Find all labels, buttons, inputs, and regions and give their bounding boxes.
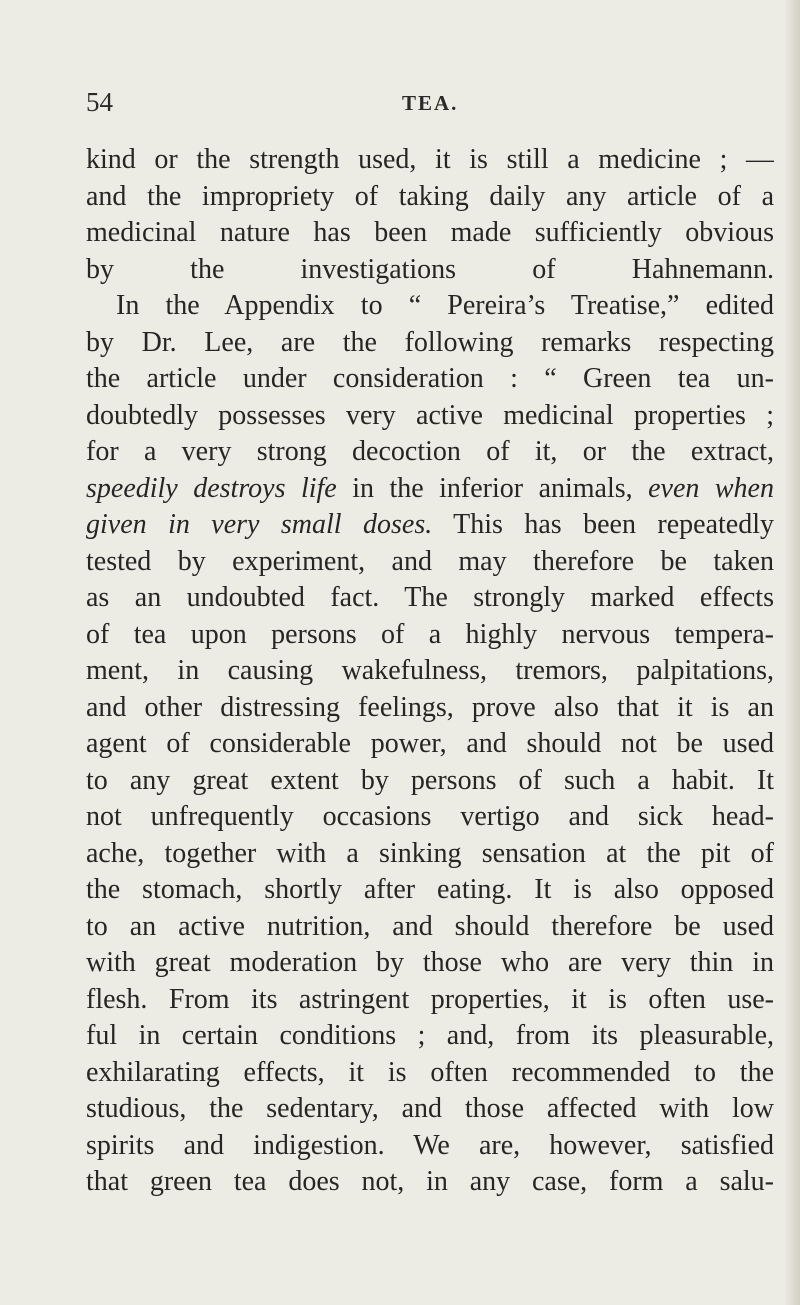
text-segment: In the Appendix to “ Pereira’s Treatise,” edited xyxy=(116,290,774,321)
text-segment: the article under consideration : “ Green tea un- xyxy=(86,363,774,394)
text-segment: and the impropriety of taking daily any article of a xyxy=(86,180,774,212)
text-segment: This has been repeatedly xyxy=(432,509,774,540)
page-edge-shadow xyxy=(784,0,800,1305)
text-segment: ache, together with a sinking sensation at the pit of xyxy=(86,837,774,869)
text-line xyxy=(86,507,774,544)
text-segment: of tea upon persons of a highly nervous tempera- xyxy=(86,618,774,650)
text-segment: studious, the sedentary, and those affected with low xyxy=(86,1093,774,1124)
text-segment: not unfrequently occasions vertigo and sick head- xyxy=(86,801,774,832)
text-segment: medicinal nature has been made sufficiently obvious xyxy=(86,217,774,248)
text-line xyxy=(86,1091,774,1128)
text-segment: exhilarating effects, it is often recommended to the xyxy=(86,1056,774,1088)
text-line xyxy=(86,1164,774,1201)
text-segment: the stomach, shortly after eating. It is also opposed xyxy=(86,874,774,905)
text-line xyxy=(86,836,774,873)
text-segment: kind or the strength used, it is still a medicine ; — xyxy=(86,144,774,175)
text-segment: by Dr. Lee, are the following remarks respecting xyxy=(86,326,774,358)
text-line xyxy=(86,325,774,362)
italic-text: even when xyxy=(648,472,774,504)
text-line xyxy=(86,726,774,763)
italic-text: speedily destroys life xyxy=(86,472,337,504)
text-line xyxy=(86,288,774,325)
text-segment: with great moderation by those who are very thin in xyxy=(86,947,774,978)
text-line xyxy=(86,1055,774,1092)
text-line xyxy=(86,471,774,508)
text-line xyxy=(86,179,774,216)
text-segment: flesh. From its astringent properties, it is often use- xyxy=(86,983,774,1015)
text-segment: tested by experiment, and may therefore be taken xyxy=(86,545,774,577)
text-segment: that green tea does not, in any case, form a salu- xyxy=(86,1166,774,1197)
text-segment: by the investigations of Hahnemann. xyxy=(86,253,774,285)
text-segment: agent of considerable power, and should not be used xyxy=(86,728,774,759)
text-line xyxy=(86,763,774,800)
running-head xyxy=(0,86,800,122)
text-line xyxy=(86,982,774,1019)
text-line xyxy=(86,215,774,252)
text-segment: to any great extent by persons of such a habit. It xyxy=(86,764,774,796)
text-line xyxy=(86,945,774,982)
text-segment: as an undoubted fact. The strongly marked effects xyxy=(86,582,774,613)
text-line xyxy=(86,872,774,909)
page-number: 54 xyxy=(86,87,113,117)
text-line xyxy=(86,361,774,398)
text-line xyxy=(86,1018,774,1055)
text-line xyxy=(86,142,774,179)
text-line xyxy=(86,434,774,471)
text-line xyxy=(86,653,774,690)
text-segment: doubtedly possesses very active medicinal properties ; xyxy=(86,399,774,431)
text-segment: for a very strong decoction of it, or the extract, xyxy=(86,436,774,467)
text-line xyxy=(86,799,774,836)
text-line xyxy=(86,909,774,946)
text-line xyxy=(86,544,774,581)
text-segment: and other distressing feelings, prove also that it is an xyxy=(86,691,774,723)
text-line xyxy=(86,580,774,617)
text-line xyxy=(86,1128,774,1165)
text-segment: spirits and indigestion. We are, however, satisfied xyxy=(86,1129,774,1161)
text-line xyxy=(86,252,774,289)
text-segment: ment, in causing wakefulness, tremors, palpitations, xyxy=(86,655,774,686)
running-title: TEA. xyxy=(402,91,459,115)
text-segment: in the inferior animals, xyxy=(336,472,649,504)
text-segment: to an active nutrition, and should therefore be used xyxy=(86,910,774,942)
text-line xyxy=(86,398,774,435)
body-text xyxy=(86,142,774,1201)
italic-text: given in very small doses. xyxy=(86,509,433,540)
text-segment: ful in certain conditions ; and, from its pleasurable, xyxy=(86,1020,774,1051)
text-line xyxy=(86,690,774,727)
text-line xyxy=(86,617,774,654)
